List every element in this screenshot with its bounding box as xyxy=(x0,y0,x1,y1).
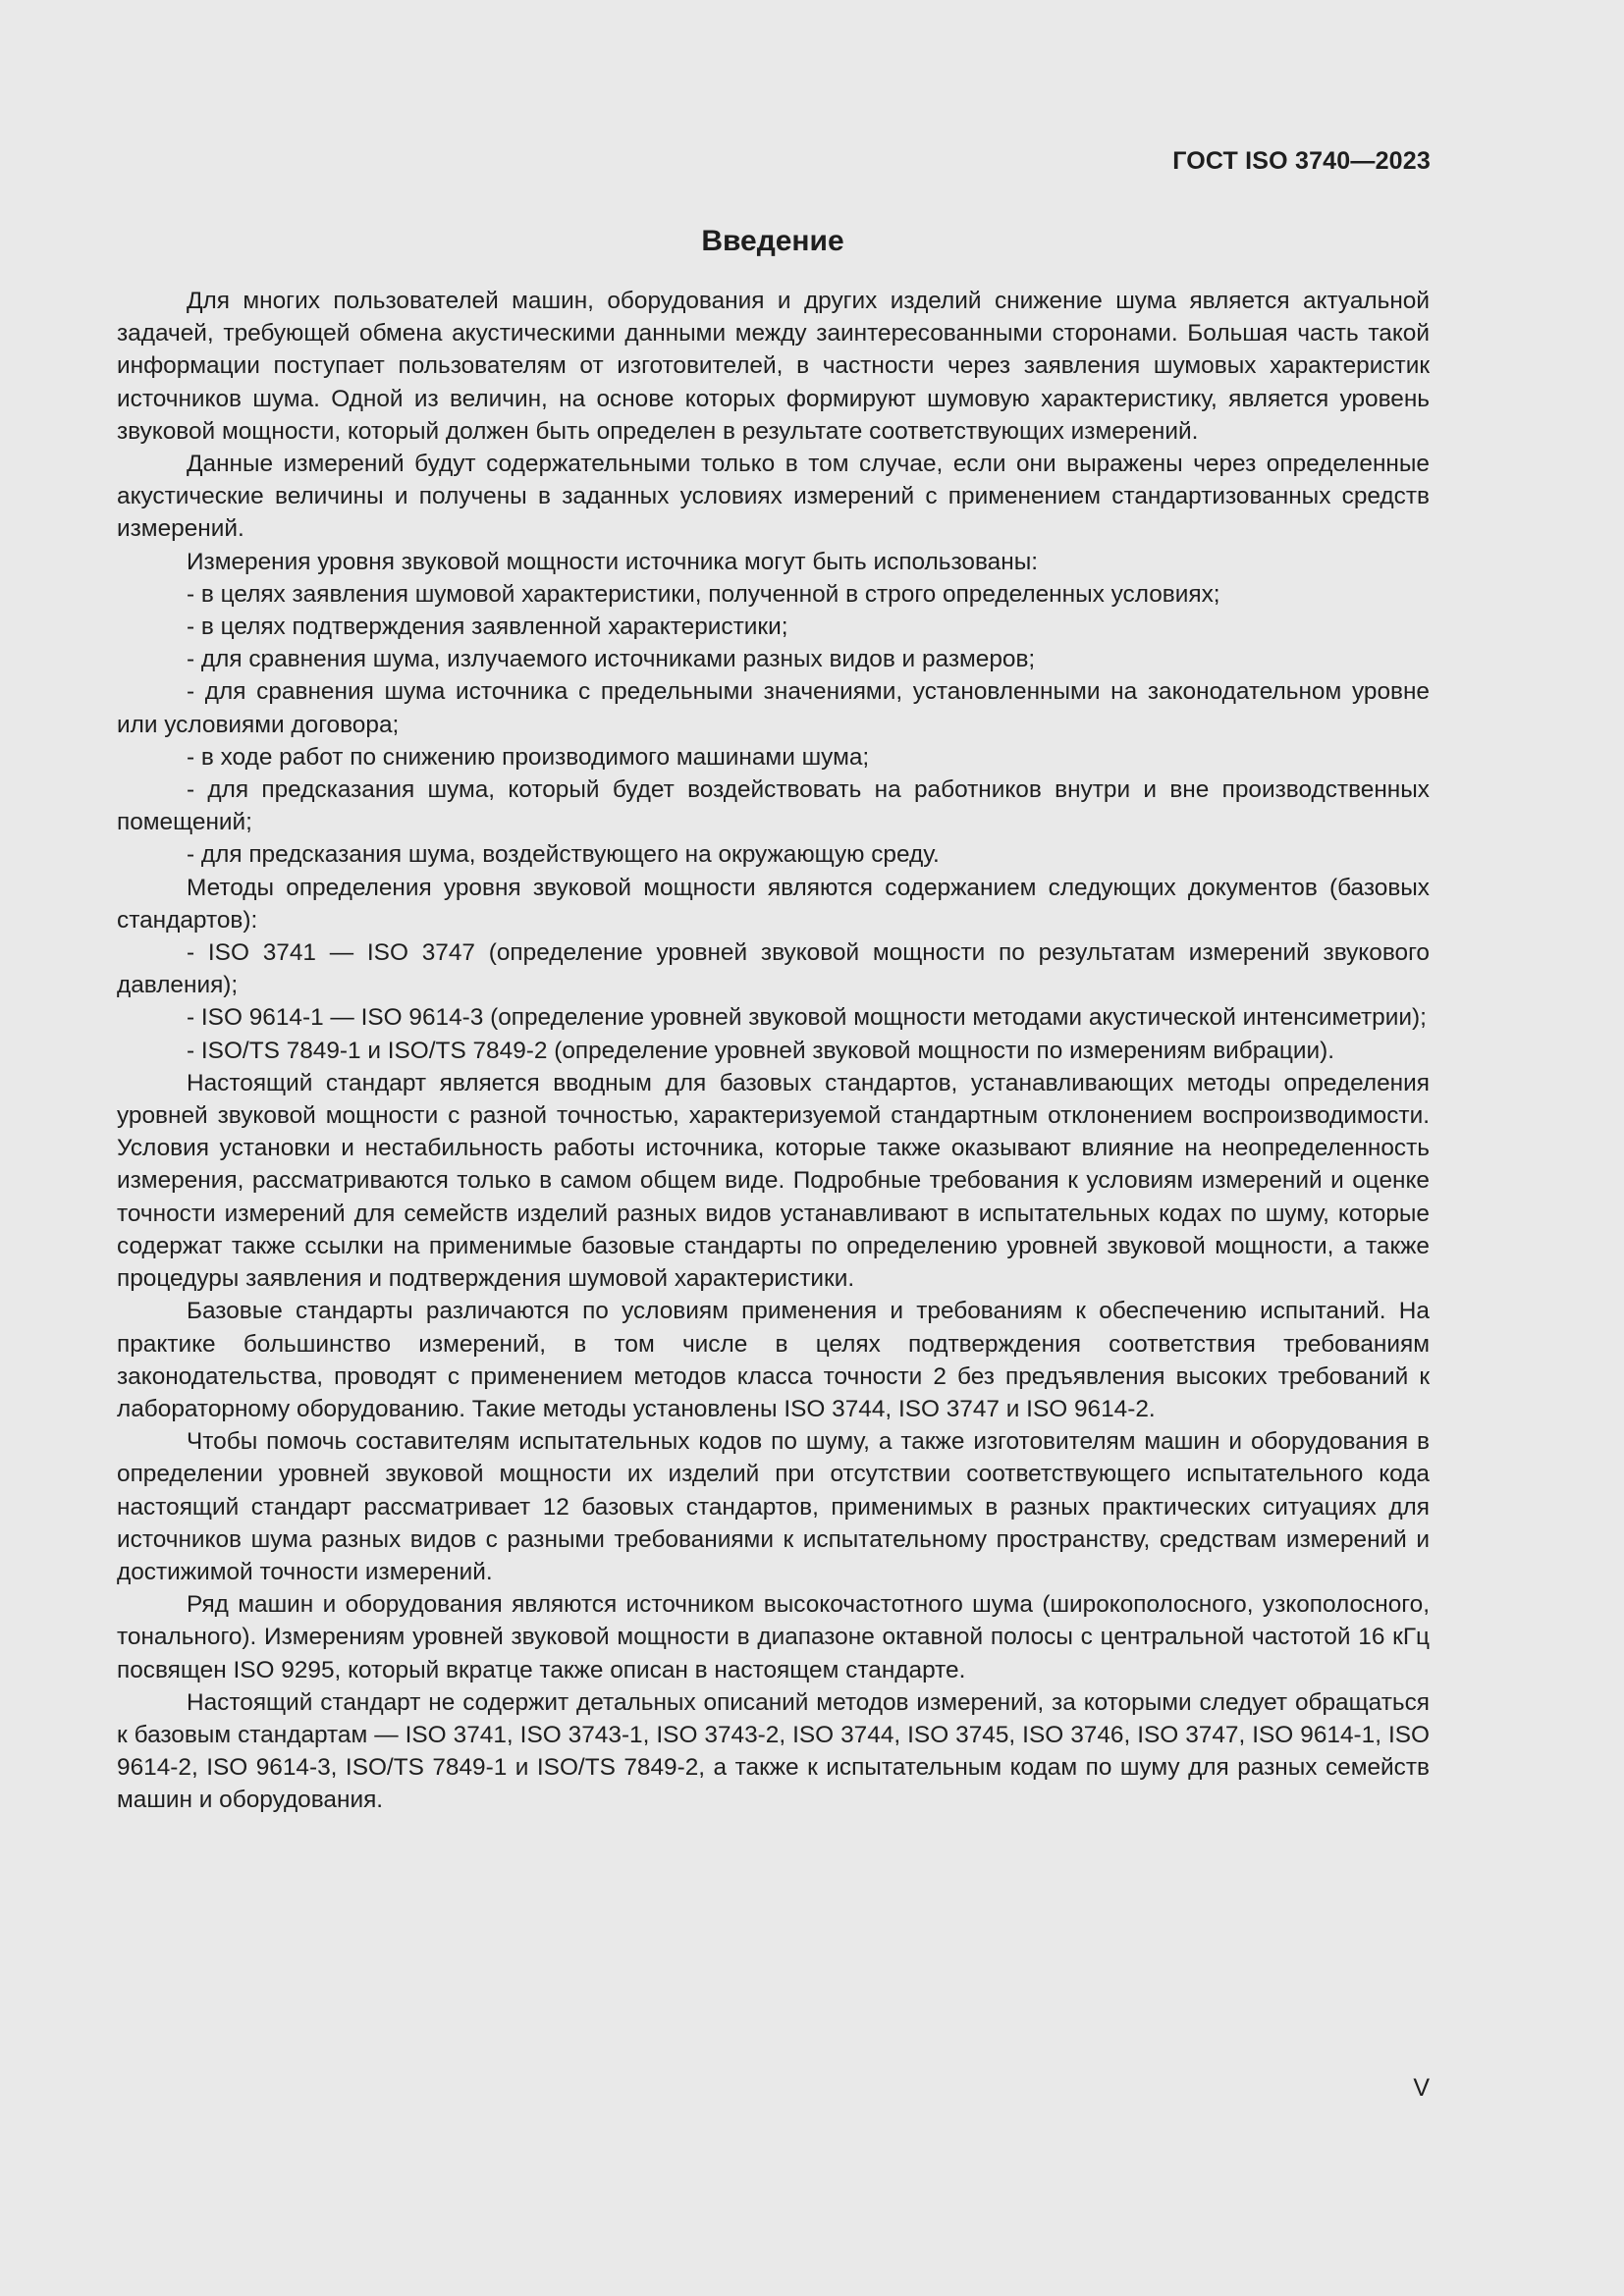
paragraph: Настоящий стандарт является вводным для базовых стандартов, устанавливающих методы определения уровней звуковой мощности с разной точностью, характеризуемой стандартным отклонением воспроизводимости. Условия установки и нестабильность работы источника, которые также оказывают влияние на неопределенность измерения, рассматриваются только в самом общем виде. Подробные требования к условиям измерений и оценке точности измерений для семейств изделий разных видов устанавливают в испытательных кодах по шуму, которые содержат также ссылки на применимые базовые стандарты по определению уровней звуковой мощности, а также процедуры заявления и подтверждения шумовой характеристики. xyxy=(117,1069,1430,1293)
list-item: - ISO 3741 — ISO 3747 (определение уровней звуковой мощности по результатам измерений звукового давления); xyxy=(117,939,1430,999)
list-item: - для предсказания шума, который будет воздействовать на работников внутри и вне производственных помещений; xyxy=(117,776,1430,836)
paragraph: Ряд машин и оборудования являются источником высокочастотного шума (широкополосного, узкополосного, тонального). Измерениям уровней звуковой мощности в диапазоне октавной полосы с центральной частотой 16 кГц посвящен ISO 9295, который вкратце также описан в настоящем стандарте. xyxy=(117,1591,1430,1683)
list-item: - для сравнения шума, излучаемого источниками разных видов и размеров; xyxy=(187,646,1036,673)
paragraph: Настоящий стандарт не содержит детальных описаний методов измерений, за которыми следует обращаться к базовым стандартам — ISO 3741, ISO 3743-1, ISO 3743-2, ISO 3744, ISO 3745, ISO 3746, ISO 3747, ISO 9614-1, ISO 9614-2, ISO 9614-3, ISO/TS 7849-1 и ISO/TS 7849-2, а также к испытательным кодам по шуму для разных семейств машин и оборудования. xyxy=(117,1688,1430,1814)
paragraph: Для многих пользователей машин, оборудования и других изделий снижение шума является актуальной задачей, требующей обмена акустическими данными между заинтересованными сторонами. Большая часть такой информации поступает пользователям от изготовителей, в частности через заявления шумовых характеристик источников шума. Одной из величин, на основе которых формируют шумовую характеристику, является уровень звуковой мощности, который должен быть определен в результате соответствующих измерений. xyxy=(117,288,1430,445)
page-number: V xyxy=(1413,2074,1430,2102)
paragraph: Методы определения уровня звуковой мощности являются содержанием следующих документов (базовых стандартов): xyxy=(117,874,1430,934)
list-item: - в целях заявления шумовой характеристики, полученной в строго определенных условиях; xyxy=(187,580,1220,608)
list-item: - в целях подтверждения заявленной характеристики; xyxy=(187,614,788,641)
section-title: Введение xyxy=(701,225,844,257)
list-item: - в ходе работ по снижению производимого машинами шума; xyxy=(187,743,870,771)
paragraph: Чтобы помочь составителям испытательных кодов по шуму, а также изготовителям машин и оборудования в определении уровней звуковой мощности их изделий при отсутствии соответствующего испытательного кода настоящий стандарт рассматривает 12 базовых стандартов, применимых в разных практических ситуациях для источников шума разных видов с разными требованиями к испытательному пространству, средствам измерений и достижимой точности измерений. xyxy=(117,1428,1430,1585)
document-code-header: ГОСТ ISO 3740—2023 xyxy=(1172,147,1431,175)
list-item: - для предсказания шума, воздействующего на окружающую среду. xyxy=(187,841,940,869)
paragraph: Измерения уровня звуковой мощности источника могут быть использованы: xyxy=(187,548,1038,575)
body-text xyxy=(117,285,1430,1817)
paragraph: Базовые стандарты различаются по условиям применения и требованиям к обеспечению испытаний. На практике большинство измерений, в том числе в целях подтверждения соответствия требованиям законодательства, проводят с применением методов класса точности 2 без предъявления высоких требований к лабораторному оборудованию. Такие методы установлены ISO 3744, ISO 3747 и ISO 9614-2. xyxy=(117,1298,1430,1422)
paragraph: Данные измерений будут содержательными только в том случае, если они выражены через определенные акустические величины и получены в заданных условиях измерений с применением стандартизованных средств измерений. xyxy=(117,451,1430,543)
list-item: - ISO/TS 7849-1 и ISO/TS 7849-2 (определение уровней звуковой мощности по измерениям вибрации). xyxy=(187,1037,1334,1064)
list-item: - ISO 9614-1 — ISO 9614-3 (определение уровней звуковой мощности методами акустической интенсиметрии); xyxy=(187,1004,1427,1032)
list-item: - для сравнения шума источника с предельными значениями, установленными на законодательном уровне или условиями договора; xyxy=(117,678,1430,738)
